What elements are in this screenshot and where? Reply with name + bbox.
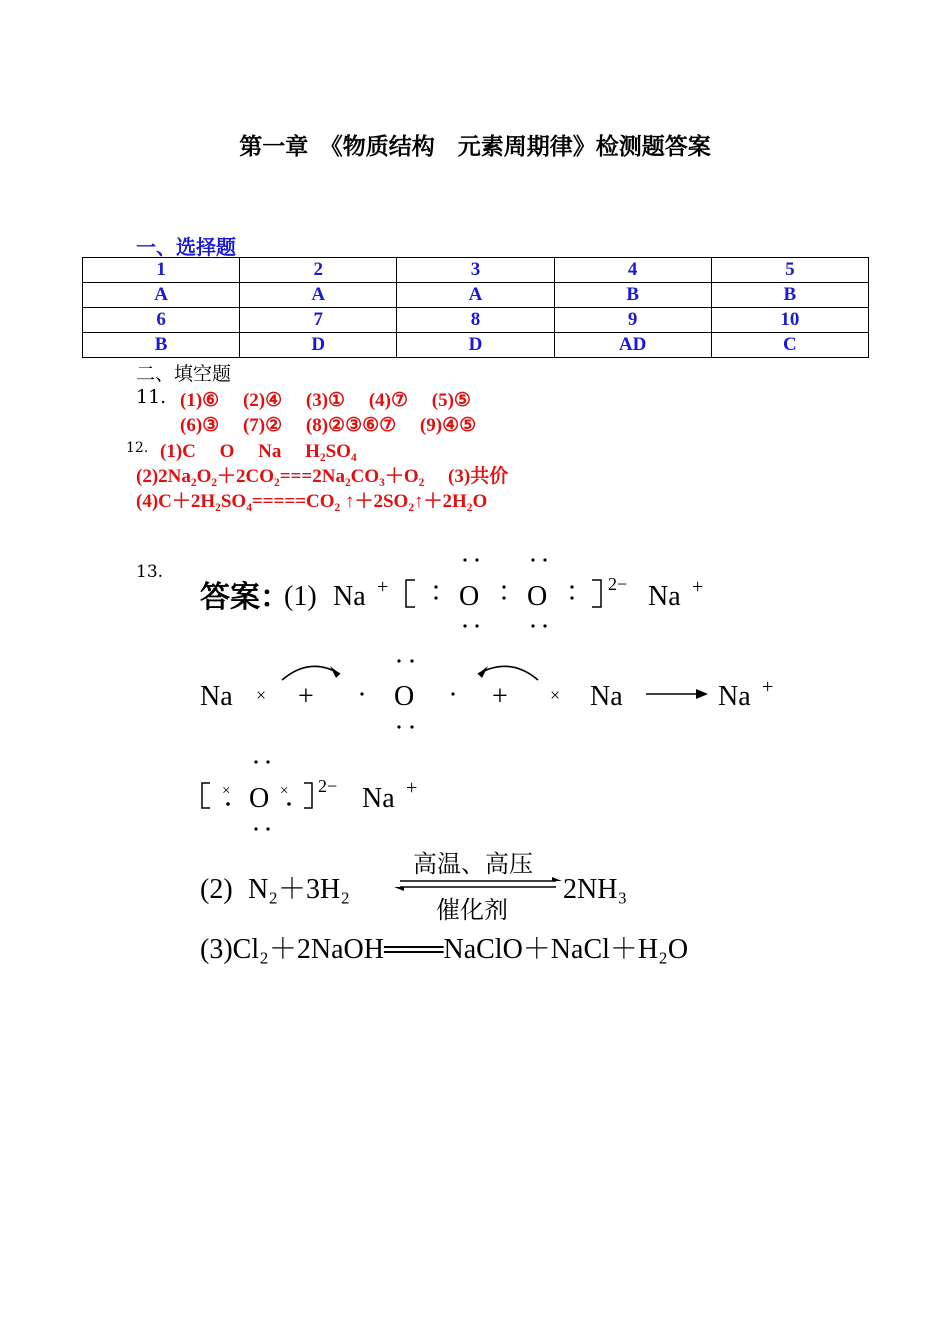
table-cell: D (240, 333, 397, 358)
question-12-answer-line1: (1)C O Na H₂SO₄ (160, 441, 357, 462)
section-heading-fill: 二、填空题 (136, 363, 232, 385)
bracket-left (202, 783, 210, 808)
table-cell: 1 (83, 258, 240, 283)
table-cell: B (83, 333, 240, 358)
table-cell: A (83, 283, 240, 308)
question-11-answer-line2: (6)③ (7)② (8)②③⑥⑦ (9)④⑤ (180, 415, 477, 436)
plus-sign: + (298, 681, 314, 712)
arrowhead-icon (330, 666, 340, 678)
section-heading-choice: 一、选择题 (136, 235, 236, 259)
table-cell: C (711, 333, 868, 358)
part2-prefix: (2) (200, 874, 233, 905)
sodium-atom-right: Na (590, 681, 623, 712)
oxygen-atom: O (394, 681, 415, 712)
oxygen-atom-2: O (527, 581, 548, 612)
question-12-answer-line2: (2)2Na₂O₂＋2CO₂===2Na₂CO₃＋O₂ (3)共价 (136, 466, 509, 487)
part2-product: 2NH₃ (563, 874, 628, 905)
bracket-right (592, 580, 601, 607)
lone-pair-dots (434, 558, 573, 627)
question-13-number: 13. (136, 562, 164, 582)
charge-2minus: 2− (318, 776, 338, 796)
answer-label: 答案： (200, 580, 290, 615)
oxide-atom: O (249, 783, 270, 814)
arrowhead-icon (478, 666, 488, 678)
electron-cross: × (256, 685, 267, 705)
table-cell: D (397, 333, 554, 358)
bracket-right (304, 783, 312, 808)
part1-prefix: (1) (284, 581, 317, 612)
page-title: 第一章 《物质结构 元素周期律》检测题答案 (239, 134, 711, 160)
sodium-ion: Na (362, 783, 395, 814)
part2-reactants: N₂＋3H₂ (248, 874, 350, 905)
reaction-condition-top: 高温、高压 (413, 850, 533, 878)
plus-charge: + (762, 676, 774, 698)
reaction-condition-bottom: 催化剂 (436, 896, 508, 924)
table-cell: 10 (711, 308, 868, 333)
electron-cross: × (280, 783, 289, 799)
part3-equation: (3)Cl₂＋2NaOH═══NaClO＋NaCl＋H₂O (200, 934, 689, 965)
oxygen-atom-1: O (459, 581, 480, 612)
table-cell: A (397, 283, 554, 308)
table-cell: 5 (711, 258, 868, 283)
table-cell: 8 (397, 308, 554, 333)
table-cell: A (240, 283, 397, 308)
table-cell: 6 (83, 308, 240, 333)
sodium-atom-left: Na (200, 681, 233, 712)
table-cell: 3 (397, 258, 554, 283)
table-cell: B (554, 283, 711, 308)
na-ion-left: Na (333, 581, 366, 612)
bracket-left (406, 580, 415, 607)
table-cell: 2 (240, 258, 397, 283)
plus-sign: + (492, 681, 508, 712)
plus-charge: + (692, 576, 704, 598)
arrowhead-icon (394, 887, 404, 891)
arrowhead-icon (696, 689, 708, 699)
charge-2minus: 2− (608, 574, 628, 594)
arrowhead-icon (552, 877, 562, 881)
electron-transfer-arrow-right (478, 666, 538, 680)
table-cell: 7 (240, 308, 397, 333)
table-cell: AD (554, 333, 711, 358)
table-cell: B (711, 283, 868, 308)
plus-charge: + (377, 576, 389, 598)
sodium-ion: Na (718, 681, 751, 712)
electron-cross: × (222, 783, 231, 799)
table-cell: 9 (554, 308, 711, 333)
na-ion-right: Na (648, 581, 681, 612)
question-12-number: 12. (126, 440, 149, 456)
plus-charge: + (406, 777, 418, 799)
question-12-answer-line3: (4)C＋2H₂SO₄=====CO₂ ↑＋2SO₂↑＋2H₂O (136, 491, 488, 512)
table-cell: 4 (554, 258, 711, 283)
question-11-answer-line1: (1)⑥ (2)④ (3)① (4)⑦ (5)⑤ (180, 390, 471, 411)
question-11-number: 11. (136, 386, 167, 408)
electron-cross: × (550, 685, 561, 705)
